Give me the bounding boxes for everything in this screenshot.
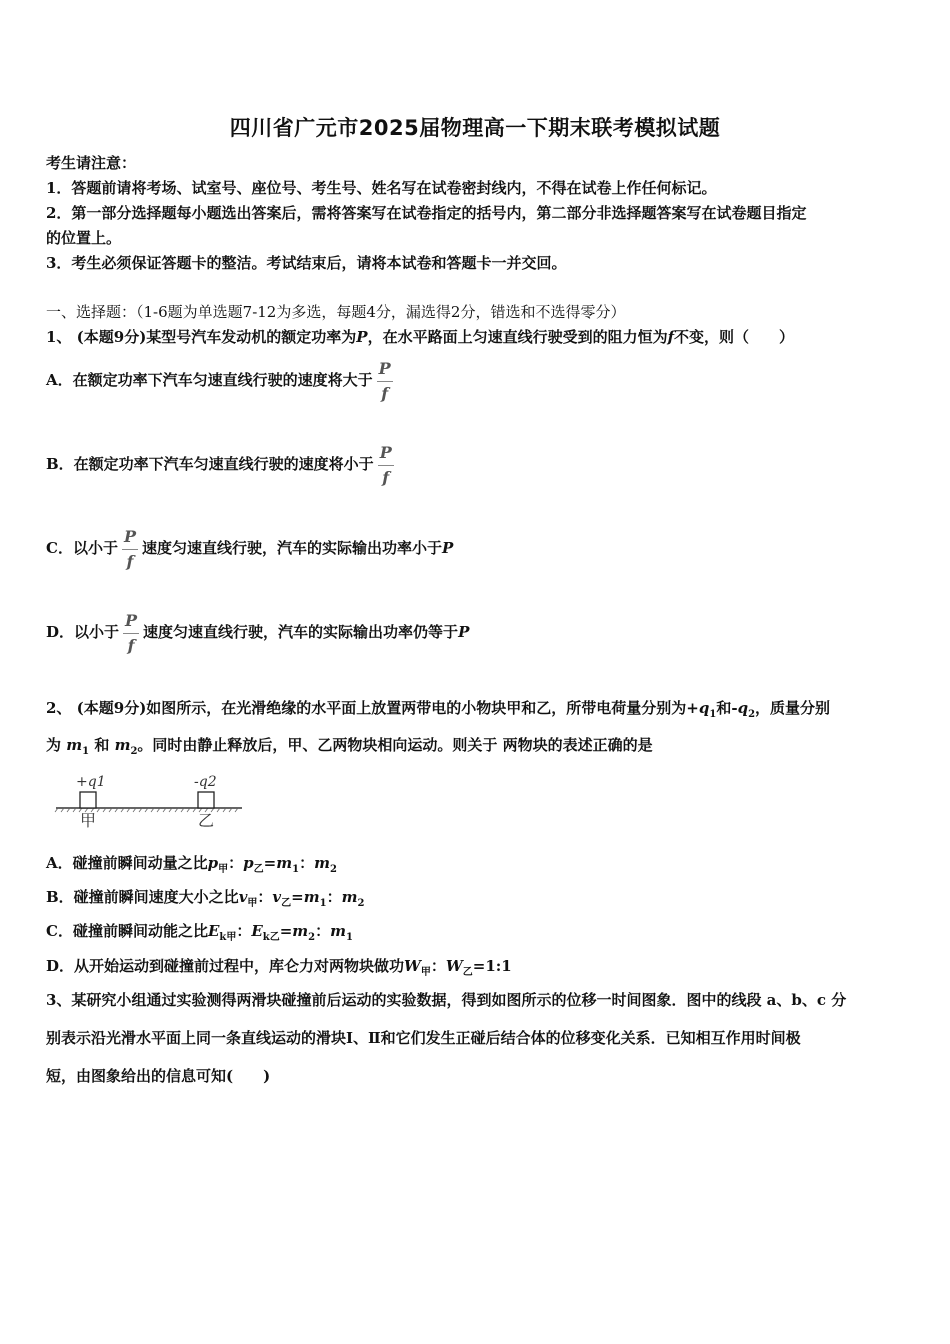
q2-option-d: D．从开始运动到碰撞前过程中，库仑力对两物块做功$W_甲$：$W_乙=1:1$: [46, 957, 512, 978]
q2-option-c: C．碰撞前瞬间动能之比$E_{k甲}$：$E_{k乙}=m_2$：$m_1$: [46, 922, 353, 943]
q1-option-d: D．以小于 $\frac{P}{f}$ 速度匀速直线行驶，汽车的实际输出功率仍等于P: [46, 611, 470, 655]
question-3-line2: 别表示沿光滑水平面上同一条直线运动的滑块Ⅰ、Ⅱ和它们发生正碰后结合体的位移变化关系．已知相互作用时间极: [46, 1029, 801, 1047]
block-jia: [80, 792, 96, 808]
q1-option-c: C．以小于 $\frac{P}{f}$ 速度匀速直线行驶，汽车的实际输出功率小于P: [46, 527, 454, 571]
label-jia: 甲: [80, 811, 97, 830]
section-heading: 一、选择题：（1-6题为单选题7-12为多选，每题4分，漏选得2分，错选和不选得零分）: [46, 303, 626, 321]
q1-stem-b: ，在水平路面上匀速直线行驶受到的阻力恒为: [367, 328, 668, 346]
notice-item: 1．答题前请将考场、试室号、座位号、考生号、姓名写在试卷密封线内，不得在试卷上作任何标记。: [46, 179, 717, 197]
q1-option-c-post: 速度匀速直线行驶，汽车的实际输出功率小于: [141, 539, 442, 558]
notice-heading: 考生请注意：: [46, 154, 137, 172]
q2-figure: [54, 770, 254, 834]
notice-item: 3．考生必须保证答题卡的整洁。考试结束后，请将本试卷和答题卡一并交回。: [46, 254, 567, 272]
question-3-line3: 短，由图象给出的信息可知( ): [46, 1067, 271, 1085]
q2-diagram: [54, 770, 254, 830]
label-minus-q2: -q2: [194, 774, 217, 790]
q1-option-d-pre: D．以小于: [46, 623, 120, 642]
question-2-stem-line2: 为 $m_1$ 和 $m_2$。同时由静止释放后，甲、乙两物块相向运动。则关于 两物块的表述正确的是: [46, 736, 653, 757]
label-yi: 乙: [198, 811, 215, 830]
q1-option-a: [46, 360, 397, 402]
q1-option-a-text: A．在额定功率下汽车匀速直线行驶的速度将大于: [46, 371, 373, 390]
q1-option-c-pre: C．以小于: [46, 539, 118, 558]
q2-option-a: A．碰撞前瞬间动量之比$p_甲$：$p_乙=m_1$：$m_2$: [46, 854, 337, 875]
q1-power-symbol: P: [356, 328, 368, 346]
page-title: 四川省广元市2025届物理高一下期末联考模拟试题: [229, 116, 721, 140]
question-3-line1: 3、某研究小组通过实验测得两滑块碰撞前后运动的实验数据，得到如图所示的位移一时间图象．图中的线段 a、b、c 分: [46, 991, 847, 1009]
notice-item: 2．第一部分选择题每小题选出答案后，需将答案写在试卷指定的括号内，第二部分非选择题答案写在试卷题目指定: [46, 204, 807, 222]
question-2-stem-line1: 2、 (本题9分)如图所示，在光滑绝缘的水平面上放置两带电的小物块甲和乙，所带电荷量分别为$+q_1$和$-q_2$，质量分别: [46, 699, 831, 720]
fraction-p-over-f: $\frac{P}{f}$: [378, 359, 391, 403]
q1-force-symbol: f: [667, 328, 675, 346]
q1-option-d-post: 速度匀速直线行驶，汽车的实际输出功率仍等于: [143, 623, 459, 642]
label-plus-q1: +q1: [76, 774, 106, 790]
question-1-stem: [46, 326, 794, 347]
notice-item: 的位置上。: [46, 229, 122, 247]
fraction-p-over-f: $\frac{P}{f}$: [125, 611, 138, 655]
q1-stem-c: 不变，则（ ）: [674, 328, 795, 346]
q2-option-b: B．碰撞前瞬间速度大小之比$v_甲$：$v_乙=m_1$：$m_2$: [46, 888, 365, 909]
fraction-p-over-f: $\frac{P}{f}$: [379, 443, 392, 487]
q1-stem-a: 1、 (本题9分)某型号汽车发动机的额定功率为: [46, 328, 357, 346]
q1-option-b: [46, 444, 398, 486]
block-yi: [198, 792, 214, 808]
q1-option-b-text: B．在额定功率下汽车匀速直线行驶的速度将小于: [46, 455, 374, 474]
fraction-p-over-f: $\frac{P}{f}$: [123, 527, 136, 571]
